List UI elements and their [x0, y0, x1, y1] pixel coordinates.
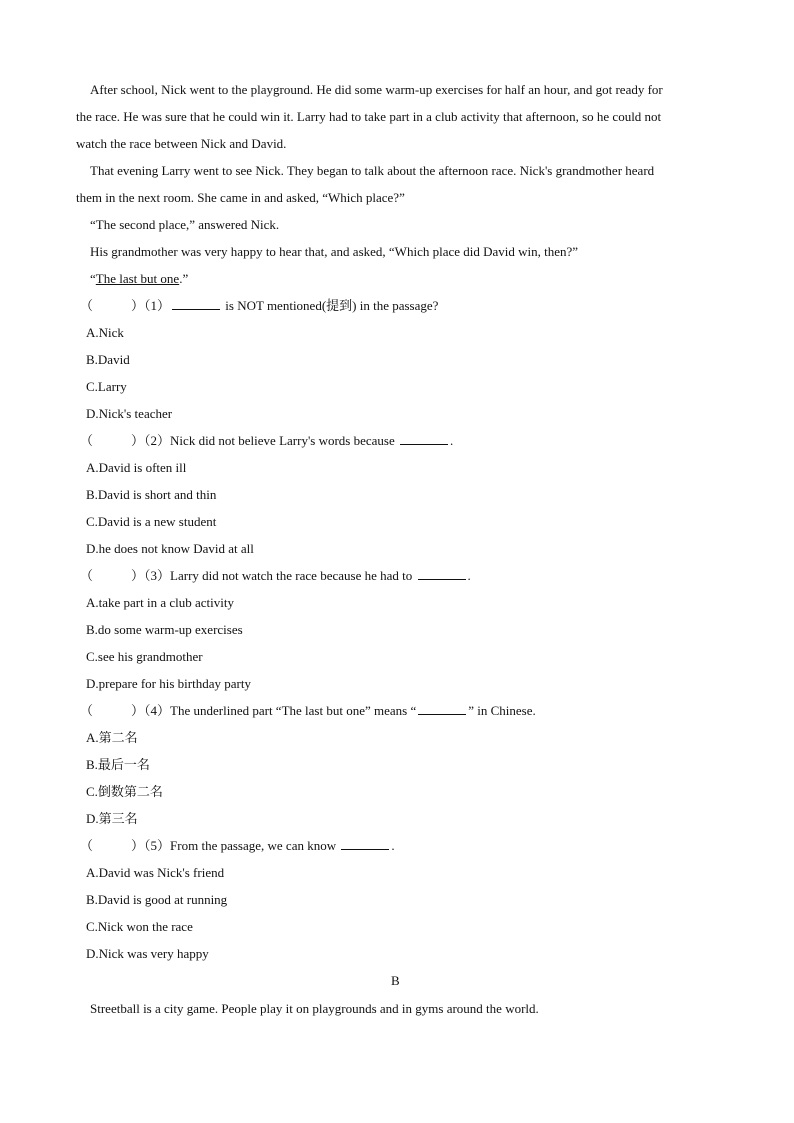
option-c[interactable]: C.see his grandmother — [86, 649, 203, 664]
option-d[interactable]: D.he does not know David at all — [86, 541, 254, 556]
question-text: Nick did not believe Larry's words because — [170, 433, 399, 448]
passage-line: watch the race between Nick and David. — [76, 136, 287, 151]
option-d[interactable]: D.prepare for his birthday party — [86, 676, 251, 691]
question-2 — [80, 432, 453, 450]
question-number: （3） — [144, 568, 171, 583]
question-text-end: . — [450, 433, 454, 448]
option-a[interactable]: A.take part in a club activity — [86, 595, 235, 610]
answer-paren-close: ） — [131, 568, 145, 583]
option-d[interactable]: D.第三名 — [86, 811, 138, 826]
question-text: Larry did not watch the race because he had to — [170, 568, 416, 583]
quote-close: .” — [179, 271, 189, 286]
answer-paren-close: ） — [131, 433, 145, 448]
passage-line: Streetball is a city game. People play it on playgrounds and in gyms around the world. — [90, 1001, 539, 1016]
answer-paren-close: ） — [131, 838, 145, 853]
option-c[interactable]: C.倒数第二名 — [86, 784, 163, 799]
question-number: （2） — [144, 433, 171, 448]
option-b[interactable]: B.最后一名 — [86, 757, 150, 772]
fill-blank — [341, 837, 389, 850]
question-text: From the passage, we can know — [170, 838, 340, 853]
option-a[interactable]: A.David is often ill — [86, 460, 187, 475]
fill-blank — [400, 432, 448, 445]
option-b[interactable]: B.do some warm-up exercises — [86, 622, 243, 637]
question-text-end: . — [467, 568, 471, 583]
option-d[interactable]: D.Nick was very happy — [86, 946, 209, 961]
quote-open: “ — [90, 271, 96, 286]
answer-paren-open: （ — [80, 568, 94, 583]
question-text-end: ” in Chinese. — [468, 703, 536, 718]
option-c[interactable]: C.Larry — [86, 379, 127, 394]
passage-line: “The second place,” answered Nick. — [90, 217, 280, 232]
question-text: is NOT mentioned(提到) in the passage? — [222, 298, 439, 313]
answer-paren-close: ） — [131, 298, 145, 313]
option-b[interactable]: B.David is good at running — [86, 892, 228, 907]
passage-line: His grandmother was very happy to hear that, and asked, “Which place did David win, then?” — [90, 244, 579, 259]
question-4 — [80, 702, 536, 720]
section-heading: B — [391, 973, 400, 988]
option-b[interactable]: B.David — [86, 352, 130, 367]
question-number: （4） — [144, 703, 171, 718]
option-a[interactable]: A.第二名 — [86, 730, 138, 745]
option-d[interactable]: D.Nick's teacher — [86, 406, 173, 421]
option-b[interactable]: B.David is short and thin — [86, 487, 217, 502]
question-5 — [80, 837, 395, 855]
question-3 — [80, 567, 471, 585]
question-1 — [80, 297, 438, 315]
passage-line: them in the next room. She came in and asked, “Which place?” — [76, 190, 405, 205]
question-text: The underlined part “The last but one” means “ — [170, 703, 417, 718]
passage-line: After school, Nick went to the playground. He did some warm-up exercises for half an hour, and got ready for — [90, 82, 663, 97]
option-a[interactable]: A.David was Nick's friend — [86, 865, 225, 880]
fill-blank — [418, 567, 466, 580]
underlined-phrase: The last but one — [95, 271, 180, 286]
fill-blank — [172, 297, 220, 310]
option-a[interactable]: A.Nick — [86, 325, 124, 340]
answer-paren-open: （ — [80, 433, 94, 448]
option-c[interactable]: C.David is a new student — [86, 514, 217, 529]
question-number: （1） — [144, 298, 171, 313]
question-number: （5） — [144, 838, 171, 853]
answer-paren-open: （ — [80, 298, 94, 313]
answer-paren-open: （ — [80, 838, 94, 853]
passage-line: That evening Larry went to see Nick. They began to talk about the afternoon race. Nick's grandmother heard — [90, 163, 655, 178]
option-c[interactable]: C.Nick won the race — [86, 919, 193, 934]
answer-paren-close: ） — [131, 703, 145, 718]
passage-line: the race. He was sure that he could win it. Larry had to take part in a club activity that afternoon, so he could not — [76, 109, 662, 124]
question-text-end: . — [391, 838, 395, 853]
answer-paren-open: （ — [80, 703, 94, 718]
passage-line — [90, 270, 188, 288]
fill-blank — [418, 702, 466, 715]
